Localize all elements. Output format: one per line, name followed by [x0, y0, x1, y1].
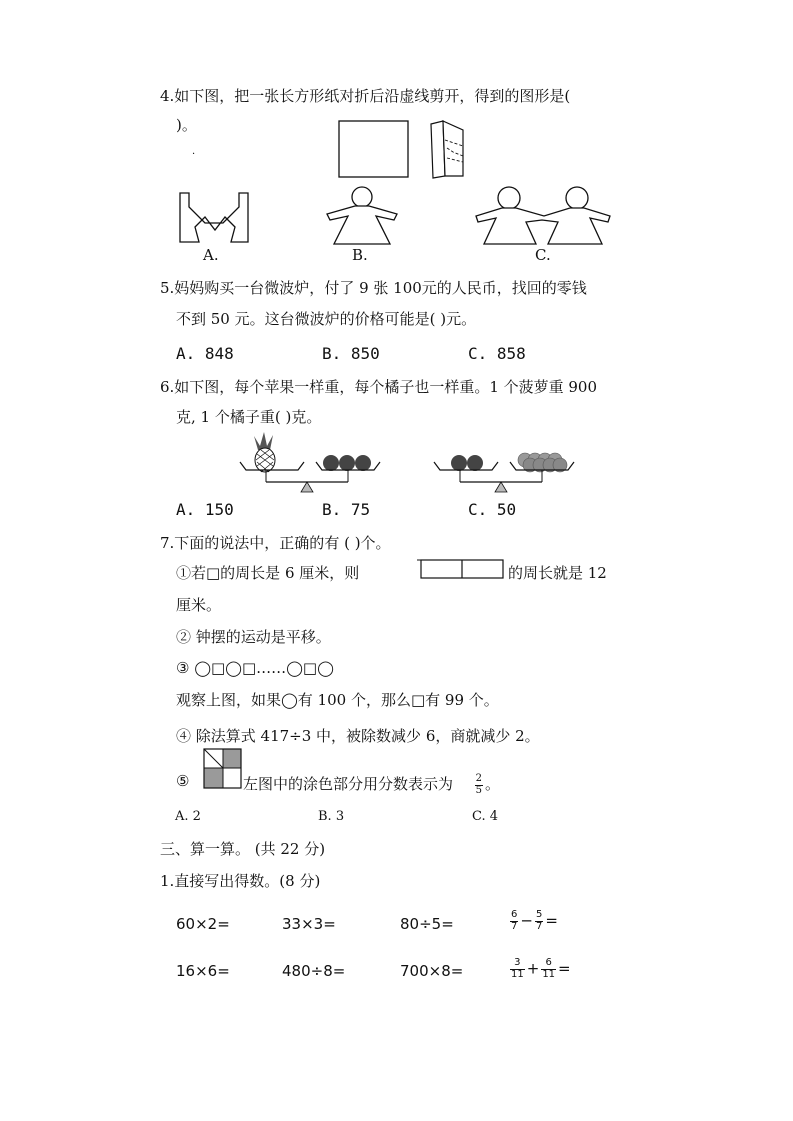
q5-text-line1: 5.妈妈购买一台微波炉，付了 9 张 100元的人民币，找回的零钱	[160, 279, 587, 297]
section-3-title: 三、算一算。 (共 22 分)	[160, 840, 326, 858]
calc-item: 60×2=	[176, 915, 230, 933]
q7-statement-5-end: 。	[484, 775, 500, 793]
q4-option-b-label[interactable]: B.	[352, 246, 368, 264]
q7-statement-4: ④ 除法算式 417÷3 中，被除数减少 6，商就减少 2。	[176, 727, 540, 745]
q7-statement-3: ③ ◯□◯□……◯□◯	[176, 659, 334, 677]
fraction-numerator: 2	[475, 773, 482, 784]
calc-item: 80÷5=	[400, 915, 454, 933]
q7-statement-5-number: ⑤	[176, 772, 190, 790]
q4-option-c-label[interactable]: C.	[535, 246, 551, 264]
q7-option-c[interactable]: C. 4	[472, 809, 499, 824]
paper-fold-figure	[335, 118, 475, 180]
calc-item: 16×6=	[176, 962, 230, 980]
apple-icon-group	[323, 455, 371, 471]
stray-dot: ·	[192, 149, 196, 160]
q5-text-line2: 不到 50 元。这台微波炉的价格可能是( )元。	[176, 310, 477, 328]
calc-fraction-item: $\frac{6}{7}$ − $\frac{5}{7}$ =	[511, 909, 558, 932]
section-3-sub-1: 1.直接写出得数。(8 分)	[160, 872, 321, 890]
two-square-rectangle	[417, 558, 507, 580]
pineapple-icon	[254, 432, 275, 472]
q7-statement-1b: 的周长就是 12	[508, 564, 607, 582]
calc-fraction-item: $\frac{3}{11}$ + $\frac{6}{11}$ =	[511, 957, 571, 980]
fraction-two-fifths	[475, 774, 483, 796]
apple-icon-group	[451, 455, 483, 471]
rectangle-paper	[339, 121, 408, 177]
q7-option-a[interactable]: A. 2	[175, 809, 201, 824]
shaded-square-figure	[203, 748, 243, 790]
q7-text-line1: 7.下面的说法中，正确的有 ( )个。	[160, 534, 391, 552]
q6-option-a[interactable]: A. 150	[176, 500, 234, 519]
q6-option-c[interactable]: C. 50	[468, 500, 517, 519]
orange-icon-group	[518, 453, 567, 472]
fraction-denominator: 5	[475, 784, 482, 796]
balance-scale-right	[430, 430, 590, 494]
q4-text-line2: )。	[176, 116, 197, 134]
q7-option-b[interactable]: B. 3	[318, 809, 345, 824]
q7-statement-5-text: 左图中的涂色部分用分数表示为	[243, 775, 454, 793]
q5-option-c[interactable]: C. 858	[468, 344, 526, 363]
calc-item: 33×3=	[282, 915, 336, 933]
q4-option-a-figure	[175, 185, 255, 245]
q7-statement-1c: 厘米。	[176, 596, 222, 614]
q4-option-c-figure	[474, 184, 614, 246]
q7-statement-1a: ①若□的周长是 6 厘米，则	[176, 564, 360, 582]
q6-text-line1: 6.如下图，每个苹果一样重，每个橘子也一样重。1 个菠萝重 900	[160, 378, 598, 396]
q7-statement-2: ② 钟摆的运动是平移。	[176, 628, 331, 646]
calc-item: 700×8=	[400, 962, 464, 980]
q6-option-b[interactable]: B. 75	[322, 500, 371, 519]
q6-text-line2: 克, 1 个橘子重( )克。	[176, 408, 322, 426]
q5-option-b[interactable]: B. 850	[322, 344, 380, 363]
folded-paper	[431, 121, 463, 178]
balance-scale-left	[236, 430, 396, 494]
q4-text-line1: 4.如下图，把一张长方形纸对折后沿虚线剪开，得到的图形是(	[160, 87, 571, 105]
q4-option-b-figure	[322, 184, 402, 246]
q7-statement-3b: 观察上图，如果◯有 100 个，那么□有 99 个。	[176, 691, 499, 709]
calc-item: 480÷8=	[282, 962, 346, 980]
q7-statement-5	[243, 774, 500, 796]
q5-option-a[interactable]: A. 848	[176, 344, 234, 363]
q4-option-a-label[interactable]: A.	[203, 246, 219, 264]
